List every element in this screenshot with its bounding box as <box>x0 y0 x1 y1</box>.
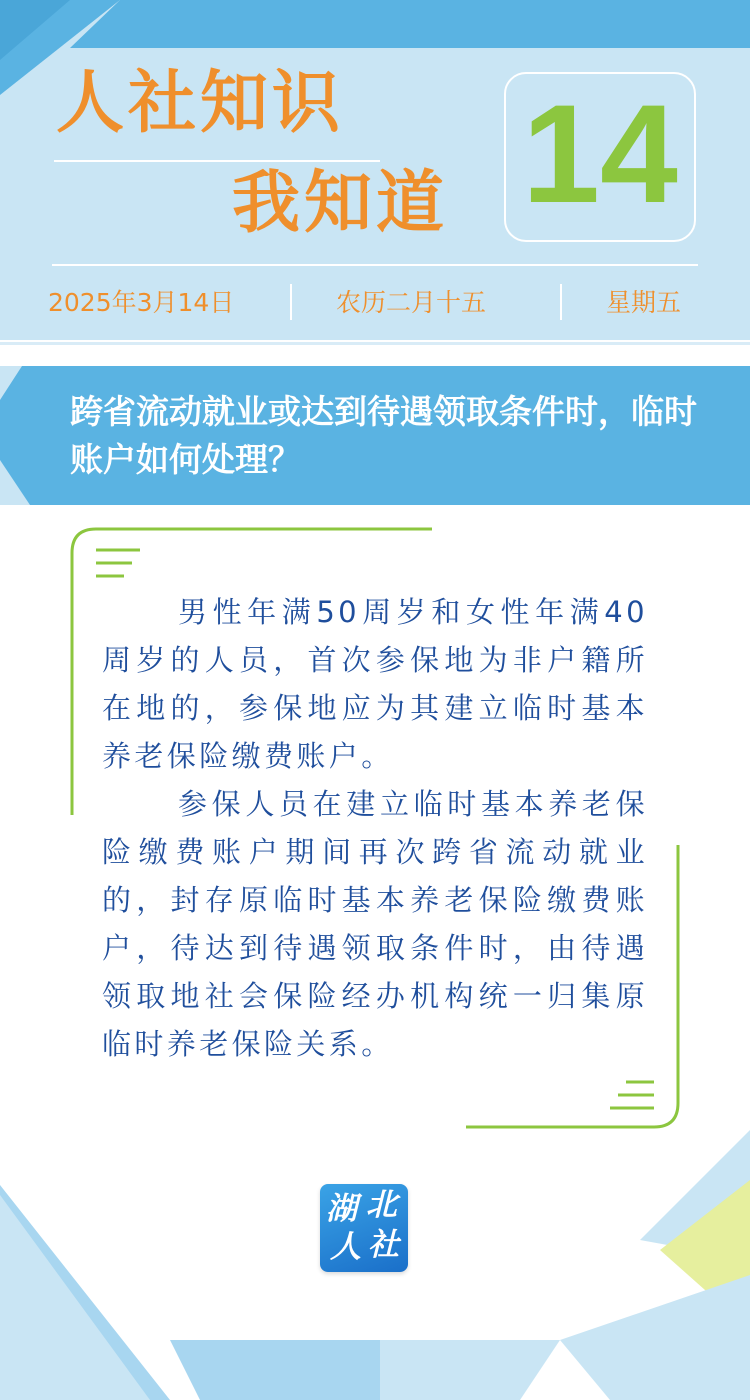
logo-char: 北 <box>366 1187 397 1223</box>
triple-line-icon <box>96 550 140 576</box>
logo-char: 社 <box>368 1227 399 1263</box>
header-rule <box>52 264 698 266</box>
title-line-2: 我知道 <box>232 164 449 243</box>
logo-char: 人 <box>330 1229 361 1265</box>
date-separator <box>290 284 292 320</box>
question-text: 跨省流动就业或达到待遇领取条件时，临时账户如何处理？ <box>70 392 697 479</box>
content-paragraph-2: 参保人员在建立临时基本养老保险缴费账户期间再次跨省流动就业的，封存原临时基本养老保险缴费账户，待达到待遇领取条件时，由待遇领取地社会保险经办机构统一归集原临时养老保险关系。 <box>102 787 648 1061</box>
header <box>0 0 750 340</box>
title-divider <box>54 160 380 162</box>
date-separator <box>560 284 562 320</box>
hubei-renshe-logo <box>320 1184 408 1272</box>
lunar-date-text: 农历二月十五 <box>336 288 487 317</box>
content-paragraph-1: 男性年满50周岁和女性年满40周岁的人员，首次参保地为非户籍所在地的，参保地应为其建立临时基本养老保险缴费账户。 <box>102 595 648 773</box>
title-line-1: 人社知识 <box>56 64 345 143</box>
date-text: 2025年3月14日 <box>48 288 235 317</box>
day-number: 14 <box>522 75 678 232</box>
weekday-text: 星期五 <box>606 288 682 317</box>
logo-char: 湖 <box>326 1191 357 1227</box>
